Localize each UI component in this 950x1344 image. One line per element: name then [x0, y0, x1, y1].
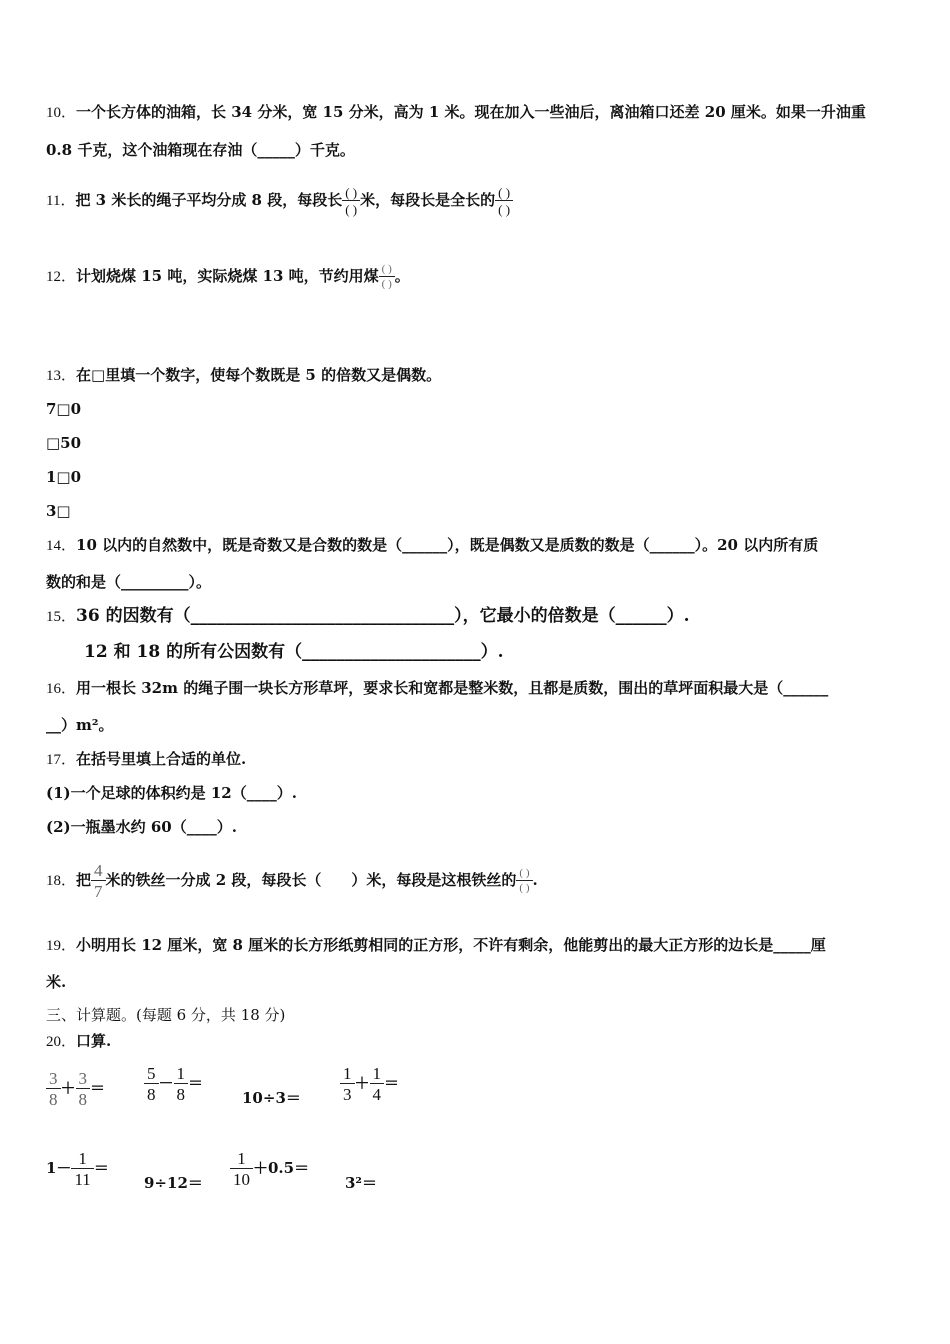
question-text: 在括号里填上合适的单位. [76, 750, 247, 768]
question-text: 36 的因数有（_______________________________），它最小的倍数是（______）. [76, 606, 690, 626]
expression-2: $\frac{5}{8}$ － $\frac{1}{8}$ ＝ [144, 1065, 203, 1103]
list-item[interactable]: □50 [46, 434, 82, 452]
list-item[interactable]: 7□0 [46, 400, 82, 418]
question-text: __）m²。 [46, 716, 114, 734]
fraction: $\frac{3}{8}$ [46, 1070, 61, 1108]
question-text: 用一根长 32m 的绳子围一块长方形草坪，要求长和宽都是整米数，且都是质数，围出的草坪面积最大是（______ [76, 679, 829, 697]
question-number: 12． [46, 269, 77, 285]
question-text: 数的和是（_________）。 [46, 573, 212, 591]
fraction: $\frac{1}{3}$ [340, 1065, 355, 1103]
question-16 [46, 678, 828, 699]
fraction: $\frac{1}{11}$ [71, 1150, 93, 1188]
question-14 [46, 535, 818, 556]
blank-fraction[interactable]: $\frac{( )}{( )}$ [379, 264, 395, 290]
fraction: $\frac{1}{8}$ [174, 1065, 189, 1103]
section-heading: 三、计算题。(每题 6 分，共 18 分) [46, 1006, 286, 1024]
question-20 [46, 1031, 111, 1052]
fraction: $\frac{1}{10}$ [230, 1150, 253, 1188]
question-text: 把 3 米长的绳子平均分成 8 段，每段长 [75, 191, 343, 209]
question-15-line2 [84, 642, 504, 662]
expression-6: 9÷12＝ [144, 1174, 203, 1192]
expression-3: 10÷3＝ [242, 1089, 301, 1107]
blank-fraction[interactable]: $\frac{( )}{( )}$ [342, 186, 360, 216]
blank-fraction[interactable]: $\frac{( )}{( )}$ [495, 186, 513, 216]
question-number: 19． [46, 938, 77, 954]
question-10-line2 [46, 140, 355, 160]
question-text: 米. [46, 973, 67, 991]
question-17 [46, 749, 246, 770]
list-item[interactable]: 3□ [46, 502, 71, 520]
question-16-line2 [46, 715, 113, 735]
list-item[interactable]: (1)一个足球的体积约是 12（____）. [46, 784, 297, 802]
question-18: 18．把 $\frac{4}{7}$ 米的铁丝一分成 2 段，每段长（ ）米，每段是这根铁丝的 $\frac{( )}{( )}$ . [46, 861, 538, 901]
question-number: 18． [46, 873, 77, 889]
expression-5: 1－ $\frac{1}{11}$ ＝ [46, 1149, 109, 1189]
fraction: $\frac{3}{8}$ [76, 1070, 91, 1108]
question-text: 米的铁丝一分成 2 段，每段长（ ）米，每段是这根铁丝的 [105, 871, 517, 889]
expression-4: $\frac{1}{3}$ ＋ $\frac{1}{4}$ ＝ [340, 1065, 399, 1103]
blank-fraction[interactable]: $\frac{( )}{( )}$ [516, 868, 532, 894]
expression-7: $\frac{1}{10}$ ＋0.5＝ [230, 1150, 309, 1188]
fraction: $\frac{4}{7}$ [91, 862, 106, 900]
question-text: 把 [76, 871, 92, 889]
question-number: 13． [46, 368, 77, 384]
question-text: 0.8 千克，这个油箱现在存油（_____）千克。 [46, 141, 355, 159]
question-number: 17． [46, 752, 77, 768]
question-text: 口算. [76, 1032, 112, 1050]
question-number: 14． [46, 538, 77, 554]
question-text: 米，每段长是全长的 [360, 191, 496, 209]
question-text: 计划烧煤 15 吨，实际烧煤 13 吨，节约用煤 [76, 267, 379, 285]
fraction: $\frac{1}{4}$ [370, 1065, 385, 1103]
question-text: 12 和 18 的所有公因数有（_____________________）. [84, 642, 504, 662]
question-14-line2 [46, 572, 211, 592]
question-19-line2 [46, 972, 66, 992]
question-12: 12．计划烧煤 15 吨，实际烧煤 13 吨，节约用煤 $\frac{( )}{( )}$ 。 [46, 263, 410, 290]
question-number: 15． [46, 609, 77, 625]
question-number: 11． [46, 193, 76, 209]
question-number: 20． [46, 1034, 77, 1050]
expression-8: 3²＝ [345, 1174, 378, 1192]
question-text: 在□里填一个数字，使每个数既是 5 的倍数又是偶数。 [76, 366, 442, 384]
fraction: $\frac{5}{8}$ [144, 1065, 159, 1103]
question-19 [46, 935, 826, 956]
question-11 [46, 186, 513, 216]
question-number: 16． [46, 681, 77, 697]
question-text: 小明用长 12 厘米，宽 8 厘米的长方形纸剪相同的正方形，不许有剩余，他能剪出的最大正方形的边长是_____厘 [76, 936, 826, 954]
question-text: 10 以内的自然数中，既是奇数又是合数的数是（______），既是偶数又是质数的数是（______）。20 以内所有质 [76, 536, 819, 554]
list-item[interactable]: (2)一瓶墨水约 60（____）. [46, 818, 237, 836]
question-text: 一个长方体的油箱，长 34 分米，宽 15 分米，高为 1 米。现在加入一些油后，离油箱口还差 20 厘米。如果一升油重 [76, 103, 866, 121]
question-15 [46, 606, 690, 627]
list-item[interactable]: 1□0 [46, 468, 82, 486]
question-13 [46, 365, 441, 386]
question-10 [46, 102, 866, 123]
expression-1: $\frac{3}{8}$ ＋ $\frac{3}{8}$ ＝ [46, 1070, 105, 1108]
question-number: 10． [46, 105, 77, 121]
